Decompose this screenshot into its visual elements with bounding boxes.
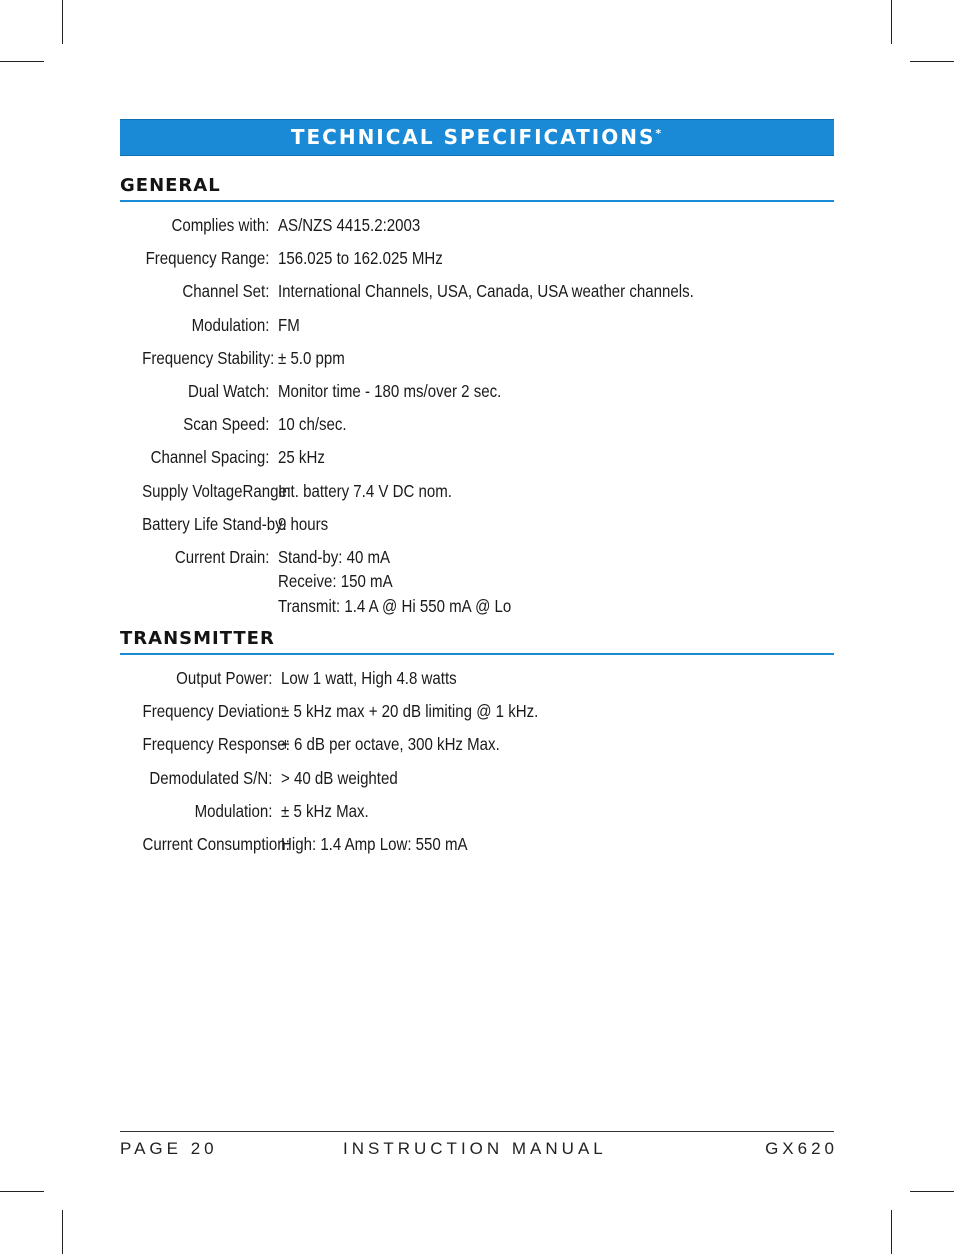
spec-row (120, 512, 834, 545)
spec-label: Current Consumption: (142, 833, 290, 854)
crop-mark (891, 0, 892, 44)
spec-label: Complies with: (171, 215, 270, 235)
spec-label: Current Drain: (174, 546, 270, 567)
spec-label: Modulation: (191, 314, 270, 335)
spec-label: Dual Watch: (187, 380, 270, 401)
crop-mark (891, 1210, 892, 1254)
spec-value-line: International Channels, USA, Canada, USA weather channels. (278, 281, 694, 302)
spec-value (281, 766, 398, 791)
spec-value (278, 412, 347, 437)
spec-value (281, 699, 538, 724)
spec-value-line: 10 ch/sec. (278, 414, 347, 435)
footer-model: GX620 (765, 1139, 838, 1158)
spec-value-line: Transmit: 1.4 A @ Hi 550 mA @ Lo (278, 595, 512, 616)
spec-value-line: > 40 dB weighted (281, 767, 398, 788)
title-footnote-mark: * (655, 127, 664, 140)
spec-row (120, 346, 834, 379)
crop-mark (910, 1191, 954, 1192)
spec-value-line: Monitor time - 180 ms/over 2 sec. (278, 380, 502, 401)
spec-value (278, 545, 511, 619)
spec-label: Battery Life Stand-by: (142, 513, 287, 534)
spec-value-line: High: 1.4 Amp Low: 550 mA (281, 833, 468, 854)
spec-label: Frequency Range: (145, 248, 270, 269)
footer-manual-title: INSTRUCTION MANUAL (343, 1139, 607, 1158)
spec-value-line: 9 hours (278, 513, 329, 534)
spec-value-line: Stand-by: 40 mA (278, 546, 391, 567)
spec-value (278, 313, 300, 338)
spec-value-line: Low 1 watt, High 4.8 watts (281, 668, 457, 688)
spec-row (120, 799, 834, 832)
spec-label: Demodulated S/N: (149, 767, 273, 788)
spec-value (278, 279, 694, 304)
spec-row (120, 246, 834, 279)
spec-row (120, 699, 834, 732)
spec-label: Channel Spacing: (150, 447, 270, 468)
spec-value-line: Receive: 150 mA (278, 571, 393, 592)
spec-value (278, 246, 443, 271)
footer-page-number: PAGE 20 (120, 1139, 218, 1158)
transmitter-spec-list (120, 666, 834, 865)
spec-label: Frequency Deviation: (142, 701, 285, 722)
spec-label: Supply VoltageRange: (142, 480, 292, 501)
crop-mark (0, 61, 44, 62)
spec-value-line: 25 kHz (278, 447, 325, 468)
spec-row (120, 279, 834, 312)
crop-mark (0, 1191, 44, 1192)
crop-mark (62, 0, 63, 44)
spec-value-line: Int. battery 7.4 V DC nom. (278, 480, 452, 501)
crop-mark (910, 61, 954, 62)
spec-label: Scan Speed: (183, 414, 270, 435)
spec-row (120, 412, 834, 445)
spec-value-line: AS/NZS 4415.2:2003 (278, 215, 421, 235)
spec-value (278, 213, 420, 238)
page-title (120, 119, 834, 156)
spec-value (278, 512, 328, 537)
spec-value-line: ± 5.0 ppm (278, 347, 345, 368)
general-spec-list (120, 213, 834, 616)
spec-value (278, 379, 501, 404)
spec-value-line: ± 5 kHz Max. (281, 800, 369, 821)
page-title-text: TECHNICAL SPECIFICATIONS (290, 125, 656, 149)
spec-row (120, 545, 834, 616)
spec-row (120, 379, 834, 412)
spec-value (278, 346, 345, 371)
spec-row (120, 479, 834, 512)
spec-value-line: + 6 dB per octave, 300 kHz Max. (281, 734, 500, 755)
spec-value (281, 666, 457, 691)
spec-value-line: ± 5 kHz max + 20 dB limiting @ 1 kHz. (281, 701, 539, 722)
spec-row (120, 313, 834, 346)
spec-label: Channel Set: (182, 281, 270, 302)
spec-row (120, 732, 834, 765)
section-heading-general: GENERAL (120, 175, 834, 202)
spec-row (120, 832, 834, 865)
spec-row (120, 213, 834, 246)
crop-mark (62, 1210, 63, 1254)
spec-label: Output Power: (176, 668, 273, 688)
spec-value-line: FM (278, 314, 300, 335)
spec-label: Frequency Response: (142, 734, 290, 755)
spec-row (120, 445, 834, 478)
spec-value-line: 156.025 to 162.025 MHz (278, 248, 443, 269)
spec-value (281, 799, 369, 824)
spec-row (120, 766, 834, 799)
footer-divider (120, 1131, 834, 1132)
spec-label: Modulation: (194, 800, 273, 821)
spec-value (281, 832, 468, 857)
spec-value (278, 479, 452, 504)
spec-value (278, 445, 325, 470)
section-heading-transmitter: TRANSMITTER (120, 628, 834, 655)
spec-row (120, 666, 834, 699)
spec-label: Frequency Stability: (142, 347, 275, 368)
spec-value (281, 732, 500, 757)
